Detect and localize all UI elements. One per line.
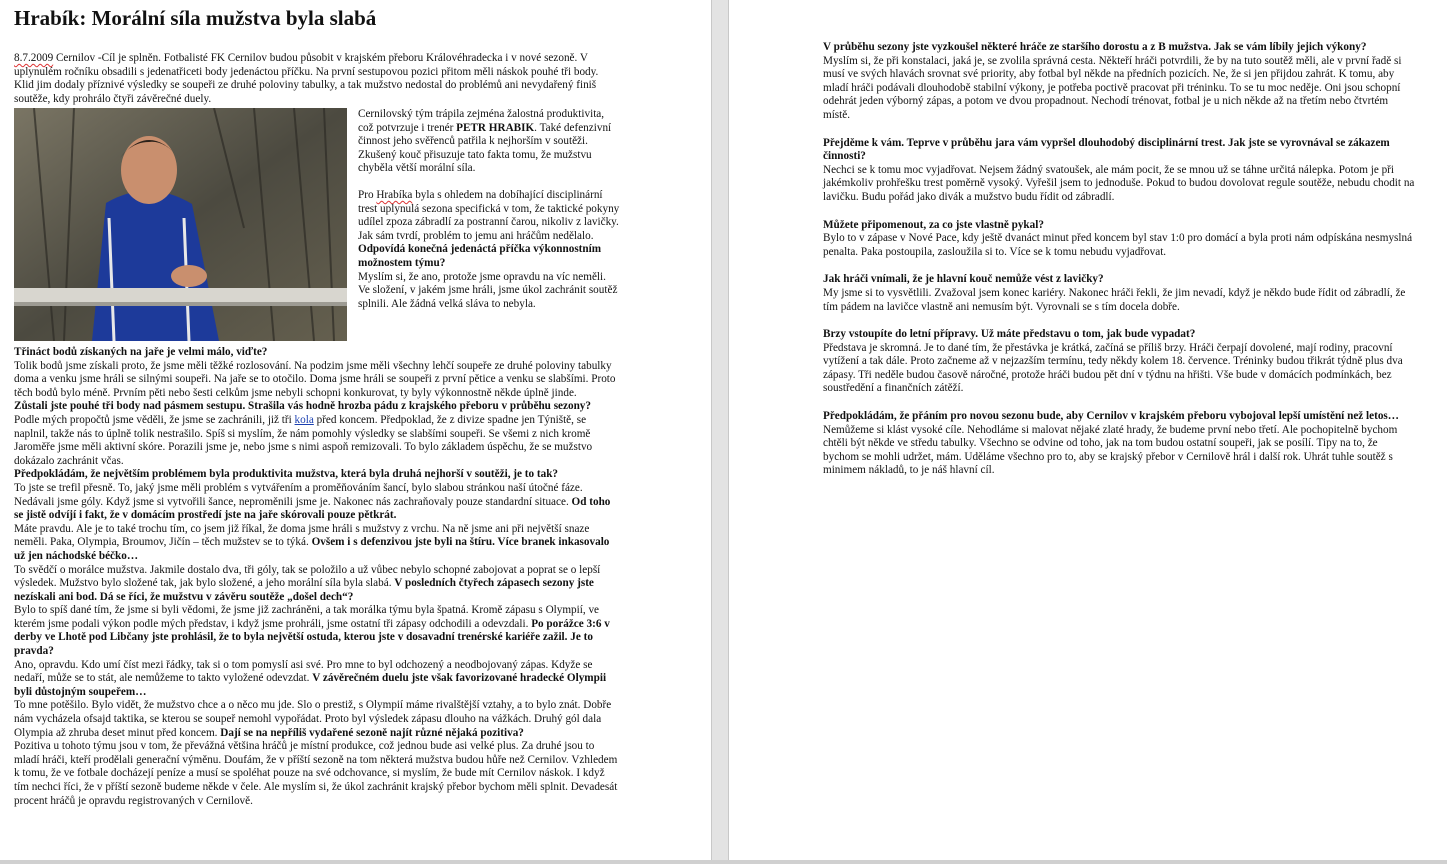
- qa-block: [823, 410, 1415, 478]
- answer-4: To jste se trefil přesně. To, jaký jsme měli problém s vytvářením a proměňováním šancí, bylo slabou stránkou naší útočné fáze. Nedávali jsme góly. Když jsme si vytvořili šance, neproměnili jsme je. Nakonec nás zachraňovaly pouze standardní situace. Od toho se jistě odvíjí i fakt, že v domácím prostředí jste na jaře skórovali pouze pětkrát.: [14, 481, 611, 522]
- page-divider: [711, 0, 712, 864]
- article-body-left: [14, 346, 620, 808]
- qa-block: [823, 328, 1415, 396]
- qa-block: [823, 41, 1415, 123]
- article-intro: [14, 52, 620, 106]
- kola-link[interactable]: kola: [294, 413, 314, 426]
- question-3: Zůstali jste pouhé tři body nad pásmem sestupu. Strašila vás hodně hrozba pádu z krajského přeboru v průběhu sezony?: [14, 400, 591, 413]
- coach-name: PETR HRABIK: [456, 121, 535, 134]
- question-4: Předpokládám, že největším problémem byla produktivita mužstva, která byla druhá nejhorší v soutěži, je to tak?: [14, 468, 559, 481]
- answer: Myslím si, že při konstalaci, jaká je, se zvolila správná cesta. Někteří hráči potvrdili, že by na tuto soutěž měli, ale v první řadě si musí ve svých hlavách srovnat své priority, aby fotbal byl někde na předních pozicích. Ne, že si jen přijdou zahrát. K tomu, aby mladí hráči podávali dlouhodobě stabilní výkony, je potřeba poctivě pracovat při tréninku. To se tu moc neděje. Oni jsou schopní odehrát jeden výborný zápas, a potom ve dvou propadnout. Nechodí trénovat, fotbal je u nich někde až na třetím nebo čtvrtém místě.: [823, 54, 1402, 121]
- document-page-left: [0, 0, 711, 864]
- article-body-right: [823, 41, 1415, 492]
- answer-7: Bylo to spíš dané tím, že jsme si byli vědomi, že jsme již zachráněni, a tak morálka týmu byla špatná. Kromě zápasu s Olympií, ve kterém jsme podali výkon podle mých představ, i když jsme prohráli, jsme ostatní tři zápasy odchodili a odevzdali. Po porážce 3:6 v derby ve Lhotě pod Libčany jste prohlásil, že to byla největší ostuda, kterou jste v dosavadní trenérské kariéře zažil. Je to pravda?: [14, 604, 610, 658]
- qa-block: [823, 273, 1415, 314]
- question: V průběhu sezony jste vyzkoušel některé hráče ze staršího dorostu a z B mužstva. Jak se vám líbily jejich výkony?: [823, 41, 1367, 53]
- question-2: Třináct bodů získaných na jaře je velmi málo, viďte?: [14, 346, 268, 358]
- answer: Bylo to v zápase v Nové Pace, kdy ještě dvanáct minut před koncem byl stav 1:0 pro domácí a byla proti nám odpískána nesmyslná penalta. Paka postoupila, zasloužila si to. Více se k tomu nebudu vyjadřovat.: [823, 232, 1413, 258]
- qa-block: [823, 137, 1415, 205]
- qa-block: [823, 219, 1415, 260]
- question: Můžete připomenout, za co jste vlastně pykal?: [823, 218, 1044, 231]
- answer-1: Myslím si, že ano, protože jsme opravdu na víc neměli. Ve složení, v jakém jsme hráli, jsme úkol zachránit soutěž splnili. Ale žádná velká sláva to nebyla.: [358, 270, 618, 310]
- question: Jak hráči vnímali, že je hlavní kouč nemůže vést z lavičky?: [823, 273, 1104, 286]
- answer-9: To mne potěšilo. Bylo vidět, že mužstvo chce a o něco mu jde. Slo o prestiž, s Olympií máme rivalštější vztahy, a to bylo znát. Dobře nám vycházela ofsajd taktika, se kterou se soupeř nemohl vypořádat. Proto byl výsledek zápasu dlouho na vážkách. Druhý gól dala Olympia až zhruba deset minut před koncem. Dají se na nepříliš vydařené sezoně najít různé nějaká pozitiva?: [14, 699, 612, 739]
- question: Předpokládám, že přáním pro novou sezonu bude, aby Cernilov v krajském přeboru vybojoval lepší umístění než letos…: [823, 410, 1399, 423]
- answer-6: To svědčí o morálce mužstva. Jakmile dostalo dva, tři góly, tak se položilo a už vůbec nebylo schopné zabojovat a poprat se o lepší výsledek. Mužstvo bylo složené tak, jak bylo složené, a jeho morální síla byla slabá. V posledních čtyřech zápasech sezony jste nezískali ani bod. Dá se říci, že mužstvu v závěru soutěže „došel dech“?: [14, 563, 601, 603]
- article-date: 8.7.2009: [14, 52, 54, 64]
- article-title: Hrabík: Morální síla mužstva byla slabá: [14, 6, 377, 30]
- coach-photo: [14, 108, 347, 341]
- answer-8: Ano, opravdu. Kdo umí číst mezi řádky, tak si o tom pomyslí asi své. Pro mne to byl odchozený a neodbojovaný zápas. Kdyže se nedaří, může se to stát, ale nemůžeme to takto vyložené odevzdat. V závěrečném duelu jste však favorizované hradecké Olympii byli důstojným soupeřem…: [14, 658, 607, 698]
- float-paragraph-1: Cernilovský tým trápila zejména žalostná produktivita, což potvrzuje i trenér PETR HRABIK. Také defenzivní činnost jeho svěřenců patřila k nejhorším v soutěži. Zkušený kouč přisuzuje tato fakta tomu, že mužstvu chyběla větší morální síla.: [358, 108, 612, 175]
- answer-3: Podle mých propočtů jsme věděli, že jsme se zachránili, již tři kola před koncem. Předpoklad, že z divize spadne jen Týniště, se naplnil, takže nás to úplně tolik nestrašilo. Spíš si myslím, že nám pomohly výsledky se slabšími soupeři. Se všemi z nich kromě Jaroměře jsme měli aktivní skóre. Porazili jsme je, nebo jsme s nimi aspoň remizovali. To bylo základem úspěchu, že se mužstvo dokázalo zachránit včas.: [14, 413, 593, 467]
- window-bottom-edge: [0, 860, 1447, 864]
- answer: Nechci se k tomu moc vyjadřovat. Nejsem žádný svatoušek, ale mám pocit, že se mnou už se táhne určitá nálepka. Potom je při jakémkoliv prohřešku trest poměrně vysoký. Vyřešil jsem to jednoduše. Pokud to budou dovolovat regule soutěže, nebudu chodit na lavičku. Budu pořád jako divák a mužstvo budu řídit od zábradlí.: [823, 163, 1415, 203]
- question: Brzy vstoupíte do letní přípravy. Už máte představu o tom, jak bude vypadat?: [823, 328, 1196, 341]
- float-text-block: [358, 108, 620, 311]
- answer-2: Tolik bodů jsme získali proto, že jsme měli těžké rozlosování. Na podzim jsme měli všechny lehčí soupeře ze druhé poloviny tabulky doma a venku jsme hráli se silnými soupeři. Na jaře se to otočilo. Doma jsme hráli se soupeři z první pětice a venku se slabšími. Proto těch bodů bylo méně. Prvním pěti nebo šesti celkům jsme nebyli schopni konkurovat, ty byly výkonnostně někde úplně jinde.: [14, 359, 616, 399]
- answer-10: Pozitiva u tohoto týmu jsou v tom, že převážná většina hráčů je místní produkce, což jednou bude asi velké plus. Za druhé jsou to mladí hráči, kteří prodělali generační výměnu. Doufám, že v příští sezoně na tom některá mužstva budou hůře než Cernilov. Vzhledem k tomu, že ve fotbale docházejí peníze a musí se spoléhat pouze na své odchovance, si myslím, že bude mít Cernilov náskok. I když tím nechci říci, že v příští sezoně budeme někde v čele. Ale myslím si, že úkol zachránit krajský přebor bychom měli splnit. Devadesát procent hráčů je opravdu registrovaných v Cernilově.: [14, 740, 618, 807]
- answer: My jsme si to vysvětlili. Zvažoval jsem konec kariéry. Nakonec hráči řekli, že jim nevadí, když je někdo bude řídit od zábradlí, že tím pádem na lavičce vlastně ani nemusím být. Vyrovnali se s tím docela dobře.: [823, 286, 1406, 313]
- intro-text: Cernilov -Cíl je splněn. Fotbalisté FK Cernilov budou působit v krajském přeboru Královéhradecka i v nové sezoně. V uplynulém ročníku obsadili s jedenatřiceti body jedenáctou příčku. Na první sestupovou pozici přitom měli náskok pouhé tři body. Klid jim dodaly příznivé výsledky se soupeři ze druhé poloviny tabulky, a tak mužstvo nedostal do problémů ani nevydařený finiš soutěže, kdy prohrálo čtyři závěrečné duely.: [14, 52, 599, 105]
- answer: Představa je skromná. Je to dané tím, že přestávka je krátká, začíná se příliš brzy. Hráči čerpají dovolené, mají rodiny, pracovní vytížení a tak dále. Proto začneme až v nejzazším termínu, tedy někdy kolem 18. července. Tréninky budou třikrát týdně plus dva zápasy. Tři neděle budou časově náročné, protože hráči budou pět dní v týdnu na hřišti. Vše bude v domácích podmínkách, bez soustředění a finančních zátěží.: [823, 341, 1403, 395]
- answer-5: Máte pravdu. Ale je to také trochu tím, co jsem již říkal, že doma jsme hráli s mužstvy z vrchu. Na ně jsme ani při největší snaze neměli. Paka, Olympia, Broumov, Jičín – těch mužstev se to týká. Ovšem i s defenzivou jste byli na štíru. Více branek inkasovalo už jen náchodské béčko…: [14, 522, 610, 562]
- float-paragraph-2: Pro Hrabíka byla s ohledem na dobíhající disciplinární trest uplynulá sezona specifická v tom, že taktické pokyny udílel zpoza zábradlí za postranní čarou, nikoliv z lavičky. Jak sám tvrdí, problém to jemu ani hráčům nedělalo.: [358, 188, 620, 242]
- question-1: Odpovídá konečná jedenáctá příčka výkonnostním možnostem týmu?: [358, 243, 602, 269]
- question: Přejděme k vám. Teprve v průběhu jara vám vypršel dlouhodobý disciplinární trest. Jak jste se vyrovnával se zákazem činnosti?: [823, 136, 1390, 163]
- answer: Nemůžeme si klást vysoké cíle. Nehodláme si malovat nějaké zlaté hrady, že budeme první nebo třetí. Ale pochopitelně bychom chtěli být někde ve středu tabulky. Všechno se odvine od toho, jak na tom budou ostatní soupeři, jak se posílí. Tipy na to, že bychom se mohli udržet, mám. Uděláme všechno pro to, aby se krajský přebor v Cernilově hrál i další rok. Uhrát tuhle soutěž s minimem nákladů, to je náš hlavní cíl.: [823, 423, 1398, 477]
